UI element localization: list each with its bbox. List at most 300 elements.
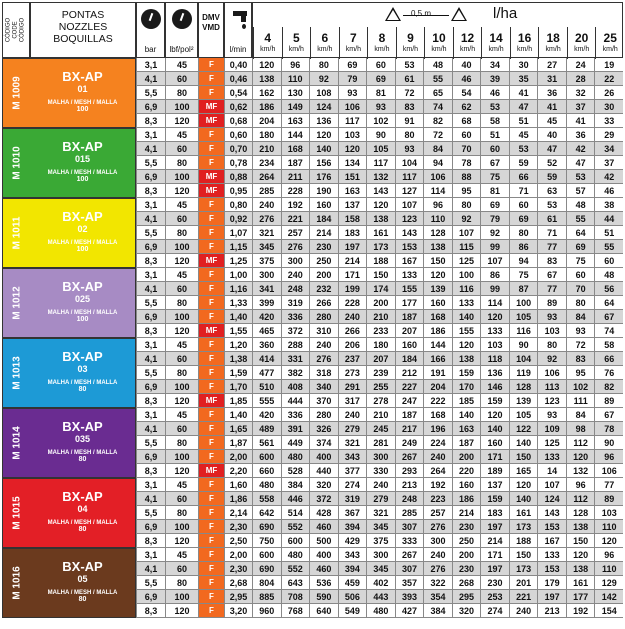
rate-cell: 184	[309, 212, 338, 226]
product-code-cell	[3, 129, 30, 197]
pressure-bar-cell: 8,3	[136, 534, 165, 548]
rate-cell: 224	[423, 436, 452, 450]
rate-cell: 53	[480, 100, 509, 114]
speed-unit: km/h	[602, 46, 618, 53]
rate-cell: 105	[509, 310, 538, 324]
dmv-label: DMV	[202, 13, 220, 22]
rate-cell: 116	[509, 324, 538, 338]
rate-cell: 92	[537, 352, 566, 366]
rate-cell: 345	[366, 520, 395, 534]
rate-cell: 48	[566, 198, 595, 212]
rate-cell: 185	[452, 394, 481, 408]
rate-cell: 30	[594, 100, 623, 114]
pressure-psi-cell: 100	[165, 450, 198, 464]
rate-cell: 295	[452, 590, 481, 604]
product-code: M 1009	[11, 76, 22, 110]
dmv-badge: MF	[198, 324, 224, 338]
rate-cell: 103	[537, 324, 566, 338]
dmv-badge: F	[198, 352, 224, 366]
rate-cell: 138	[566, 562, 595, 576]
rate-cell: 104	[509, 352, 538, 366]
rate-cell: 40	[452, 58, 481, 72]
mesh-label: MALHA / MESH / MALLA	[47, 310, 118, 316]
table-row	[136, 296, 623, 310]
rate-cell: 213	[395, 478, 424, 492]
rate-cell: 27	[537, 58, 566, 72]
rate-cell: 99	[480, 240, 509, 254]
rate-cell: 429	[338, 534, 367, 548]
rate-cell: 81	[366, 86, 395, 100]
rate-cell: 64	[566, 226, 595, 240]
rate-cell: 45	[509, 128, 538, 142]
rate-cell: 340	[309, 380, 338, 394]
rate-cell: 117	[338, 114, 367, 128]
rate-cell: 400	[309, 450, 338, 464]
rate-cell: 240	[366, 478, 395, 492]
rate-cell: 293	[395, 464, 424, 478]
rate-cell: 192	[566, 604, 595, 618]
rate-cell: 41	[509, 86, 538, 100]
rate-cell: 212	[395, 366, 424, 380]
rate-cell: 278	[366, 394, 395, 408]
rate-cell: 233	[366, 324, 395, 338]
product-code-cell	[3, 339, 30, 407]
rate-cell: 188	[509, 534, 538, 548]
rate-cell: 81	[480, 184, 509, 198]
dmv-badge: F	[198, 408, 224, 422]
nozzle-model-cell	[30, 549, 135, 617]
flow-lmin-cell: 1,07	[224, 226, 252, 240]
rate-cell: 105	[509, 408, 538, 422]
rate-cell: 317	[338, 394, 367, 408]
rate-cell: 240	[423, 450, 452, 464]
pressure-bar-cell: 5,5	[136, 506, 165, 520]
rate-cell: 132	[566, 464, 595, 478]
rate-cell: 354	[423, 590, 452, 604]
rate-cell: 106	[423, 170, 452, 184]
rate-cell: 166	[423, 352, 452, 366]
speed-value: 12	[460, 31, 475, 45]
rate-cell: 150	[509, 548, 538, 562]
speed-value: 5	[292, 31, 300, 45]
dmv-header	[198, 2, 224, 58]
nozzle-model-cell	[30, 339, 135, 407]
pressure-psi-cell: 120	[165, 324, 198, 338]
rate-cell: 690	[252, 562, 281, 576]
nozzle-group	[2, 338, 136, 408]
rate-cell: 119	[509, 366, 538, 380]
rate-cell: 506	[338, 590, 367, 604]
flow-lmin-cell: 0,68	[224, 114, 252, 128]
rate-cell: 69	[366, 72, 395, 86]
rate-cell: 69	[338, 58, 367, 72]
rate-cell: 75	[566, 254, 595, 268]
rate-cell: 133	[395, 268, 424, 282]
rate-cell: 35	[509, 72, 538, 86]
rate-cell: 552	[281, 562, 310, 576]
rate-cell: 117	[366, 156, 395, 170]
rate-cell: 61	[395, 72, 424, 86]
rate-cell: 77	[537, 240, 566, 254]
rate-cell: 173	[509, 562, 538, 576]
rate-cell: 187	[281, 156, 310, 170]
rate-cell: 230	[309, 240, 338, 254]
nozzle-model-cell	[30, 269, 135, 337]
rate-cell: 92	[309, 72, 338, 86]
pressure-bar-cell: 6,9	[136, 310, 165, 324]
nozzle-spray-icon	[385, 7, 401, 21]
rate-cell: 186	[452, 492, 481, 506]
rate-cell: 83	[566, 352, 595, 366]
rate-cell: 179	[537, 576, 566, 590]
speed-value: 9	[407, 31, 414, 45]
rate-cell: 93	[338, 86, 367, 100]
rate-cell: 514	[281, 506, 310, 520]
nozzle-model: BX-AP	[62, 489, 103, 504]
rate-cell: 88	[452, 170, 481, 184]
rate-cell: 446	[281, 492, 310, 506]
rate-cell: 250	[309, 254, 338, 268]
rate-cell: 245	[366, 422, 395, 436]
mesh-label: MALHA / MESH / MALLA	[47, 170, 118, 176]
rate-cell: 120	[566, 450, 595, 464]
rate-cell: 331	[281, 352, 310, 366]
rate-cell: 140	[452, 408, 481, 422]
rate-cell: 149	[281, 100, 310, 114]
rate-cell: 41	[566, 114, 595, 128]
rate-cell: 266	[338, 324, 367, 338]
flow-lmin-cell: 1,00	[224, 268, 252, 282]
rate-cell: 112	[566, 492, 595, 506]
rate-cell: 307	[395, 520, 424, 534]
rate-cell: 103	[338, 128, 367, 142]
pressure-psi-cell: 80	[165, 86, 198, 100]
rate-cell: 83	[537, 254, 566, 268]
rate-cell: 549	[338, 604, 367, 618]
rate-cell: 210	[252, 142, 281, 156]
rate-cell: 69	[509, 212, 538, 226]
table-row	[136, 352, 623, 366]
rate-cell: 428	[309, 506, 338, 520]
nozzle-size: 03	[77, 364, 88, 374]
rate-cell: 310	[309, 324, 338, 338]
pressure-bar-cell: 4,1	[136, 352, 165, 366]
pressure-psi-cell: 120	[165, 394, 198, 408]
speed-unit: km/h	[459, 46, 476, 53]
rate-cell: 91	[395, 114, 424, 128]
rate-cell: 188	[366, 254, 395, 268]
dmv-badge: F	[198, 338, 224, 352]
pressure-bar-cell: 6,9	[136, 170, 165, 184]
vmd-label: VMD	[202, 23, 220, 32]
rate-cell: 42	[566, 142, 595, 156]
mesh-value: 80	[78, 526, 87, 533]
nozzle-model: BX-AP	[62, 139, 103, 154]
pressure-psi-cell: 100	[165, 310, 198, 324]
rate-cell: 127	[395, 184, 424, 198]
nozzle-size: 02	[77, 224, 88, 234]
rate-cell: 107	[395, 198, 424, 212]
rate-cell: 80	[537, 338, 566, 352]
rate-cell: 319	[281, 296, 310, 310]
rate-cell: 33	[594, 114, 623, 128]
rate-cell: 48	[423, 58, 452, 72]
rate-cell: 274	[480, 604, 509, 618]
pressure-bar-cell: 5,5	[136, 86, 165, 100]
rate-cell: 66	[594, 352, 623, 366]
rate-cell: 60	[566, 268, 595, 282]
rate-cell: 159	[452, 366, 481, 380]
rate-cell: 22	[594, 72, 623, 86]
pressure-psi-unit: lbf/pol²	[169, 45, 194, 54]
rate-cell: 370	[309, 394, 338, 408]
rate-cell: 240	[338, 310, 367, 324]
rate-cell: 206	[338, 338, 367, 352]
rate-cell: 690	[252, 520, 281, 534]
table-row	[136, 394, 623, 408]
rate-cell: 110	[281, 72, 310, 86]
rate-cell: 377	[338, 464, 367, 478]
rate-cell: 228	[338, 296, 367, 310]
rate-cell: 84	[423, 142, 452, 156]
rate-cell: 207	[395, 324, 424, 338]
rate-cell: 444	[281, 394, 310, 408]
rate-cell: 156	[309, 156, 338, 170]
pressure-bar-cell: 5,5	[136, 436, 165, 450]
rate-cell: 71	[537, 226, 566, 240]
rate-cell: 150	[366, 268, 395, 282]
rate-cell: 138	[566, 520, 595, 534]
pressure-psi-cell: 100	[165, 380, 198, 394]
pressure-psi-cell: 80	[165, 436, 198, 450]
rate-cell: 200	[309, 268, 338, 282]
speed-column-header	[424, 27, 453, 59]
dmv-badge: F	[198, 436, 224, 450]
flow-lmin-cell: 1,60	[224, 478, 252, 492]
speed-value: 14	[489, 31, 503, 45]
rate-cell: 122	[509, 422, 538, 436]
rate-cell: 240	[509, 604, 538, 618]
rate-cell: 120	[480, 310, 509, 324]
rate-cell: 804	[252, 576, 281, 590]
rate-cell: 53	[566, 170, 595, 184]
rate-cell: 96	[281, 58, 310, 72]
nozzle-size: 04	[77, 504, 88, 514]
flow-lmin-cell: 1,15	[224, 240, 252, 254]
table-row	[136, 324, 623, 338]
rate-cell: 80	[566, 296, 595, 310]
rate-cell: 465	[252, 324, 281, 338]
nozzle-size: 05	[77, 574, 88, 584]
rate-cell: 92	[452, 212, 481, 226]
rate-cell: 199	[338, 282, 367, 296]
rate-cell: 42	[594, 170, 623, 184]
rate-cell: 150	[509, 450, 538, 464]
rate-cell: 384	[423, 604, 452, 618]
rate-cell: 143	[537, 506, 566, 520]
rate-cell: 138	[366, 212, 395, 226]
rate-cell: 768	[281, 604, 310, 618]
rate-cell: 240	[252, 198, 281, 212]
nozzle-model-cell	[30, 129, 135, 197]
speed-unit: km/h	[517, 46, 533, 53]
rate-cell: 69	[480, 198, 509, 212]
speed-column-header	[510, 27, 539, 59]
rate-cell: 70	[566, 282, 595, 296]
pressure-bar-cell: 4,1	[136, 142, 165, 156]
rate-cell: 163	[281, 114, 310, 128]
table-row	[136, 142, 623, 156]
rate-cell: 93	[366, 100, 395, 114]
rate-cell: 273	[338, 366, 367, 380]
table-row	[136, 562, 623, 576]
speed-unit: km/h	[288, 46, 304, 53]
rate-cell: 104	[395, 156, 424, 170]
table-row	[136, 198, 623, 212]
rate-cell: 96	[594, 450, 623, 464]
speed-value: 6	[321, 31, 329, 45]
table-row	[136, 478, 623, 492]
table-row	[136, 100, 623, 114]
rate-cell: 264	[252, 170, 281, 184]
rate-cell: 128	[423, 226, 452, 240]
rate-cell: 123	[395, 212, 424, 226]
rate-cell: 142	[594, 590, 623, 604]
nozzle-model-cell	[30, 479, 135, 547]
table-row	[136, 548, 623, 562]
nozzle-spacing-diagram	[253, 3, 622, 27]
pressure-psi-cell: 60	[165, 72, 198, 86]
nozzle-size: 025	[74, 294, 91, 304]
rate-cell: 200	[452, 548, 481, 562]
rate-cell: 60	[594, 254, 623, 268]
rate-cell: 138	[423, 240, 452, 254]
rate-cell: 60	[509, 198, 538, 212]
rate-cell: 160	[395, 338, 424, 352]
pressure-bar-cell: 4,1	[136, 212, 165, 226]
pressure-psi-cell: 45	[165, 268, 198, 282]
rate-cell: 124	[537, 492, 566, 506]
nozzle-group	[2, 58, 136, 128]
rate-cell: 183	[480, 506, 509, 520]
rate-cell: 95	[566, 366, 595, 380]
rate-cell: 155	[452, 324, 481, 338]
rate-cell: 489	[252, 422, 281, 436]
rate-cell: 642	[252, 506, 281, 520]
dmv-badge: F	[198, 198, 224, 212]
flow-lmin-cell: 0,88	[224, 170, 252, 184]
pressure-bar-cell: 4,1	[136, 492, 165, 506]
rate-cell: 92	[480, 226, 509, 240]
nozzle-label-es: BOQUILLAS	[53, 33, 113, 45]
flow-lmin-cell: 2,00	[224, 450, 252, 464]
pressure-bar-cell: 8,3	[136, 394, 165, 408]
rate-cell: 161	[566, 576, 595, 590]
dmv-badge: F	[198, 72, 224, 86]
pressure-gauge-icon	[172, 9, 192, 29]
rate-cell: 137	[338, 198, 367, 212]
pressure-psi-cell: 80	[165, 576, 198, 590]
rate-cell: 326	[309, 422, 338, 436]
rate-cell: 53	[509, 142, 538, 156]
rate-cell: 55	[566, 212, 595, 226]
rate-cell: 54	[452, 86, 481, 100]
rate-cell: 221	[509, 590, 538, 604]
flow-lmin-cell: 2,30	[224, 520, 252, 534]
rate-cell: 276	[423, 562, 452, 576]
rate-cell: 79	[338, 72, 367, 86]
rate-cell: 38	[594, 198, 623, 212]
spacing-label: 0,5 m	[411, 9, 432, 18]
flow-lmin-cell: 1,25	[224, 254, 252, 268]
rate-cell: 113	[537, 380, 566, 394]
pressure-bar-cell: 6,9	[136, 380, 165, 394]
rate-cell: 67	[594, 310, 623, 324]
rate-cell: 240	[338, 408, 367, 422]
pressure-psi-cell: 60	[165, 422, 198, 436]
rate-cell: 138	[252, 72, 281, 86]
rate-cell: 300	[252, 268, 281, 282]
rate-cell: 36	[537, 86, 566, 100]
pressure-bar-cell: 8,3	[136, 604, 165, 618]
dmv-badge: F	[198, 268, 224, 282]
rate-cell: 90	[594, 436, 623, 450]
rate-cell: 37	[566, 100, 595, 114]
rate-cell: 105	[366, 142, 395, 156]
rate-cell: 374	[309, 436, 338, 450]
rate-cell: 247	[395, 394, 424, 408]
nozzle-column-header	[30, 2, 136, 58]
speed-unit: km/h	[317, 46, 333, 53]
rate-cell: 60	[452, 128, 481, 142]
table-row	[136, 310, 623, 324]
pressure-psi-cell: 120	[165, 464, 198, 478]
rate-cell: 222	[423, 394, 452, 408]
pressure-psi-cell: 80	[165, 226, 198, 240]
dmv-badge: F	[198, 58, 224, 72]
rate-cell: 51	[480, 128, 509, 142]
flow-lmin-cell: 0,78	[224, 156, 252, 170]
table-row	[136, 226, 623, 240]
rate-cell: 130	[281, 86, 310, 100]
rate-cell: 253	[480, 590, 509, 604]
rate-cell: 393	[395, 590, 424, 604]
rate-cell: 103	[480, 338, 509, 352]
flow-lmin-cell: 1,40	[224, 310, 252, 324]
rate-cell: 106	[338, 100, 367, 114]
rate-cell: 125	[537, 436, 566, 450]
nozzle-group	[2, 198, 136, 268]
pressure-bar-cell: 3,1	[136, 408, 165, 422]
dmv-badge: F	[198, 506, 224, 520]
pressure-bar-cell: 8,3	[136, 254, 165, 268]
speed-unit: km/h	[431, 46, 447, 53]
rate-cell: 51	[509, 114, 538, 128]
rate-cell: 640	[309, 604, 338, 618]
rate-cell: 214	[452, 506, 481, 520]
nozzle-model: BX-AP	[62, 209, 103, 224]
rate-cell: 960	[252, 604, 281, 618]
table-row	[136, 254, 623, 268]
rate-cell: 230	[480, 576, 509, 590]
rate-cell: 133	[452, 296, 481, 310]
rate-cell: 123	[537, 394, 566, 408]
speed-unit: km/h	[545, 46, 561, 53]
rate-cell: 186	[423, 324, 452, 338]
rate-cell: 128	[509, 380, 538, 394]
rate-cell: 186	[252, 100, 281, 114]
rate-cell: 100	[509, 296, 538, 310]
